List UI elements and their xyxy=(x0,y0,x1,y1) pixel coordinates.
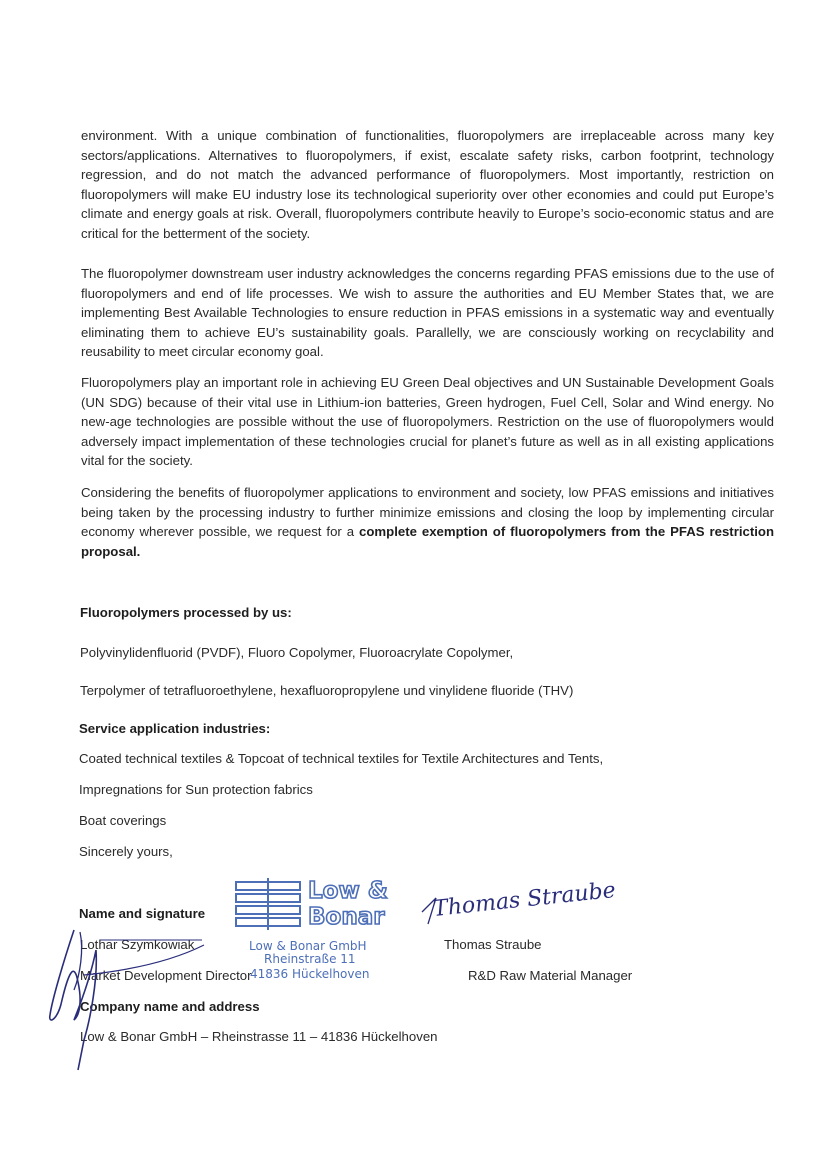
signer-2-name: Thomas Straube xyxy=(444,937,542,952)
signer-2-title: R&D Raw Material Manager xyxy=(468,968,633,983)
fluoropolymers-line-1: Polyvinylidenfluorid (PVDF), Fluoro Copolymer, Fluoroacrylate Copolymer, xyxy=(80,645,514,660)
stamp-logo-line-2: Bonar xyxy=(308,904,385,930)
fluoropolymers-heading: Fluoropolymers processed by us: xyxy=(80,605,292,620)
signature-right-script: Thomas Straube xyxy=(432,877,617,922)
stamp-city: 41836 Hückelhoven xyxy=(250,967,370,981)
stamp-logo-icon xyxy=(234,876,414,936)
closing-text: Sincerely yours, xyxy=(79,844,173,859)
signer-1-title: Market Development Director xyxy=(80,968,252,983)
paragraph-green-deal: Fluoropolymers play an important role in achieving EU Green Deal objectives and UN Sustainable Development Goals (UN SDG) because of their vital use in Lithium-ion batteries, Green hydrogen, Fuel Cell, Solar and Wind energy. No new-age technologies are possible without the use of fluoropolymers. Restriction on the use of fluoropolymers would adversely impact implementation of these technologies crucial for planet’s future as well as in all existing applications vital for the society. xyxy=(81,375,774,469)
company-stamp xyxy=(234,876,414,986)
stamp-company-name: Low & Bonar GmbH xyxy=(249,939,367,953)
handwritten-signature-right xyxy=(418,876,617,936)
paragraph-environment: environment. With a unique combination of functionalities, fluoropolymers are irreplaceable across many key sectors/applications. Alternatives to fluoropolymers, if exist, escalate safety risks, carbon footprint, technology regression, and do not match the advanced performance of fluoropolymers. Most importantly, restriction on fluoropolymers will make EU industry lose its technological superiority over other economies and could put Europe’s climate and energy goals at risk. Overall, fluoropolymers contribute heavily to Europe’s socio-economic status and are critical for the betterment of the society. xyxy=(81,128,774,241)
industries-heading: Service application industries: xyxy=(79,721,271,736)
stamp-logo-line-1: Low & xyxy=(308,878,388,904)
paragraph-downstream-industry: The fluoropolymer downstream user industry acknowledges the concerns regarding PFAS emissions due to the use of fluoropolymers and end of life processes. We wish to assure the authorities and EU Member States that, we are implementing Best Available Technologies to ensure reduction in PFAS emissions in a systematic way and eventually eliminating them to achieve EU’s sustainability goals. Parallelly, we are consciously working on recyclability and reusability to meet circular economy goal. xyxy=(81,266,774,360)
industries-line-3: Boat coverings xyxy=(79,813,167,828)
paragraph-request xyxy=(81,483,774,561)
signature-heading: Name and signature xyxy=(79,906,206,921)
signer-1-name: Lothar Szymkowiak xyxy=(80,937,195,952)
company-heading: Company name and address xyxy=(80,999,260,1014)
request-text: Considering the benefits of fluoropolymer applications to environment and society, low PFAS emissions and initiatives being taken by the processing industry to further minimize emissions and closing the loop by implementing circular economy wherever possible, we request for a xyxy=(81,485,774,540)
stamp-street: Rheinstraße 11 xyxy=(264,952,356,966)
company-address: Low & Bonar GmbH – Rheinstrasse 11 – 41836 Hückelhoven xyxy=(80,1029,438,1044)
request-bold-text: complete exemption of fluoropolymers from the PFAS restriction proposal. xyxy=(81,524,774,559)
industries-line-2: Impregnations for Sun protection fabrics xyxy=(79,782,313,797)
industries-line-1: Coated technical textiles & Topcoat of technical textiles for Textile Architectures and Tents, xyxy=(79,751,604,766)
fluoropolymers-line-2: Terpolymer of tetrafluoroethylene, hexafluoropropylene und vinylidene fluoride (THV) xyxy=(80,683,574,698)
handwritten-signature-left xyxy=(44,920,244,1070)
